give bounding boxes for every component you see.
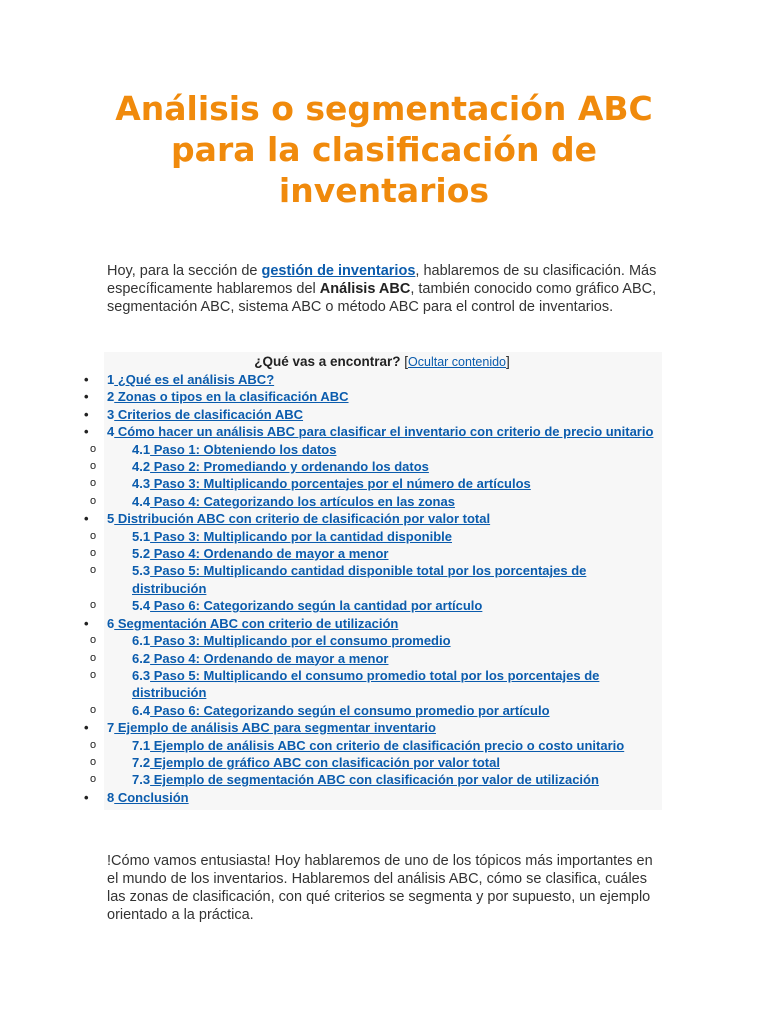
toc-item-number: 4 [107,424,115,440]
toc-link[interactable] [107,407,303,422]
toc-subitem-number: 6.4 [132,702,151,718]
toc-header [104,352,660,371]
toc-item[interactable] [104,719,660,789]
toc-heading: ¿Qué vas a encontrar? [254,354,401,369]
toc-subitem-label: Paso 4: Ordenando de mayor a menor [150,650,389,666]
toc-subitem[interactable] [132,737,660,754]
toc-sublink[interactable] [132,633,451,648]
toc-item-label: Cómo hacer un análisis ABC para clasificar el inventario con criterio de precio unitario [114,424,654,440]
toc-toggle-link[interactable]: Ocultar contenido [408,355,507,369]
toc-item-number: 2 [107,389,115,405]
toc-link[interactable] [107,790,189,805]
toc-sublink[interactable] [132,459,429,474]
toc-sublink[interactable] [132,772,599,787]
toc-subitem-number: 5.3 [132,563,151,579]
toc-subitem-number: 4.1 [132,441,151,457]
toc-subitem-label: Paso 6: Categorizando según el consumo promedio por artículo [150,702,550,718]
toc-link[interactable] [107,616,398,631]
toc-subitem[interactable] [132,475,660,492]
toc-link[interactable] [107,720,436,735]
toc-subitem-label: Paso 3: Multiplicando por el consumo promedio [150,633,451,649]
toc-item[interactable] [104,371,660,388]
toc-subitem-number: 6.1 [132,633,151,649]
toc-item[interactable] [104,423,660,510]
toc-subitem-label: Paso 5: Multiplicando el consumo promedio total por los porcentajes de distribución [132,667,600,701]
toc-bracket-open: [ [400,354,409,369]
toc-subitem-label: Ejemplo de análisis ABC con criterio de clasificación precio o costo unitario [150,737,625,753]
toc-item-number: 3 [107,406,115,422]
intro-text-3: , también conocido como gráfico ABC, segmentación ABC, sistema ABC o método ABC para el control de inventarios. [107,281,657,315]
toc-sublink[interactable] [132,703,550,718]
toc-subitem[interactable] [132,754,660,771]
toc-sublink[interactable] [132,651,388,666]
toc-subitem-label: Paso 1: Obteniendo los datos [150,441,337,457]
toc-subitem-number: 6.2 [132,650,151,666]
toc-subitem-number: 5.2 [132,546,151,562]
toc-link[interactable] [107,372,274,387]
toc-sublink[interactable] [132,563,586,595]
intro-text-1: Hoy, para la sección de [107,263,262,279]
toc-subitem-label: Paso 2: Promediando y ordenando los datos [150,459,429,475]
toc-subitem-number: 4.4 [132,493,151,509]
toc-sublink[interactable] [132,755,500,770]
toc-subitem[interactable] [132,493,660,510]
toc-item-number: 6 [107,615,115,631]
toc-subitem-number: 7.1 [132,737,151,753]
toc-link[interactable] [107,389,349,404]
toc-subitem[interactable] [132,667,660,702]
toc-item-label: Criterios de clasificación ABC [114,406,304,422]
toc-item[interactable] [104,615,660,719]
toc-item-label: ¿Qué es el análisis ABC? [114,372,275,387]
toc-subitem-label: Ejemplo de gráfico ABC con clasificación por valor total [150,754,500,770]
toc-item-label: Zonas o tipos en la clasificación ABC [114,389,349,405]
toc-subitem[interactable] [132,632,660,649]
toc-sublist [107,441,660,511]
toc-item-number: 5 [107,511,115,527]
toc-item[interactable] [104,388,660,405]
toc-item-label: Ejemplo de análisis ABC para segmentar inventario [114,720,436,736]
toc-item[interactable] [104,789,660,806]
toc-subitem[interactable] [132,528,660,545]
outro-paragraph: !Cómo vamos entusiasta! Hoy hablaremos de uno de los tópicos más importantes en el mundo de los inventarios. Hablaremos del análisis ABC, cómo se clasifica, cuáles las zonas de clasificación, con qué criterios se segmenta y por supuesto, un ejemplo orientado a la práctica. [107,853,653,923]
toc-item-number: 7 [107,720,115,736]
table-of-contents [104,352,662,810]
toc-item-label: Distribución ABC con criterio de clasificación por valor total [114,511,491,527]
toc-sublink[interactable] [132,738,624,753]
toc-sublist [107,528,660,615]
toc-list [104,371,660,806]
toc-subitem-number: 4.3 [132,476,151,492]
intro-bold-term: Análisis ABC [319,281,411,297]
toc-subitem-label: Paso 6: Categorizando según la cantidad por artículo [150,598,483,614]
toc-sublink[interactable] [132,598,482,613]
toc-subitem-label: Paso 3: Multiplicando porcentajes por el número de artículos [150,476,531,492]
page-title: Análisis o segmentación ABC para la clasificación de inventarios [115,89,653,210]
toc-item-label: Conclusión [114,789,189,805]
toc-subitem[interactable] [132,441,660,458]
toc-subitem[interactable] [132,650,660,667]
toc-item-number: 8 [107,789,115,805]
toc-subitem-label: Paso 4: Categorizando los artículos en las zonas [150,493,455,509]
toc-subitem[interactable] [132,771,660,788]
toc-subitem-number: 6.3 [132,667,151,683]
toc-subitem-number: 7.2 [132,754,151,770]
toc-subitem-label: Paso 3: Multiplicando por la cantidad disponible [150,528,452,544]
intro-text-2: , hablaremos de su clasificación. Más específicamente hablaremos del [107,263,657,297]
toc-subitem-number: 5.1 [132,528,151,544]
toc-sublink[interactable] [132,476,531,491]
toc-sublink[interactable] [132,442,336,457]
gestion-inventarios-link[interactable]: gestión de inventarios [261,263,416,279]
toc-subitem[interactable] [132,545,660,562]
toc-item-number: 1 [107,372,115,387]
toc-subitem[interactable] [132,597,660,614]
toc-link[interactable] [107,511,490,526]
toc-sublink[interactable] [132,494,455,509]
toc-link[interactable] [107,424,653,439]
toc-subitem-number: 5.4 [132,598,151,614]
toc-subitem[interactable] [132,562,660,597]
toc-item[interactable] [104,510,660,614]
toc-subitem[interactable] [132,458,660,475]
toc-subitem-number: 4.2 [132,459,151,475]
toc-sublink[interactable] [132,668,599,700]
toc-sublist [107,737,660,789]
toc-sublink[interactable] [132,529,452,544]
toc-sublist [107,632,660,719]
toc-sublink[interactable] [132,546,388,561]
toc-subitem-number: 7.3 [132,772,151,788]
toc-bracket-close: ] [506,354,510,369]
toc-item-label: Segmentación ABC con criterio de utilización [114,615,399,631]
toc-item[interactable] [104,406,660,423]
intro-paragraph [107,262,667,316]
toc-subitem-label: Paso 4: Ordenando de mayor a menor [150,546,389,562]
toc-subitem-label: Ejemplo de segmentación ABC con clasificación por valor de utilización [150,772,599,788]
toc-subitem[interactable] [132,702,660,719]
toc-subitem-label: Paso 5: Multiplicando cantidad disponible total por los porcentajes de distribución [132,563,587,596]
